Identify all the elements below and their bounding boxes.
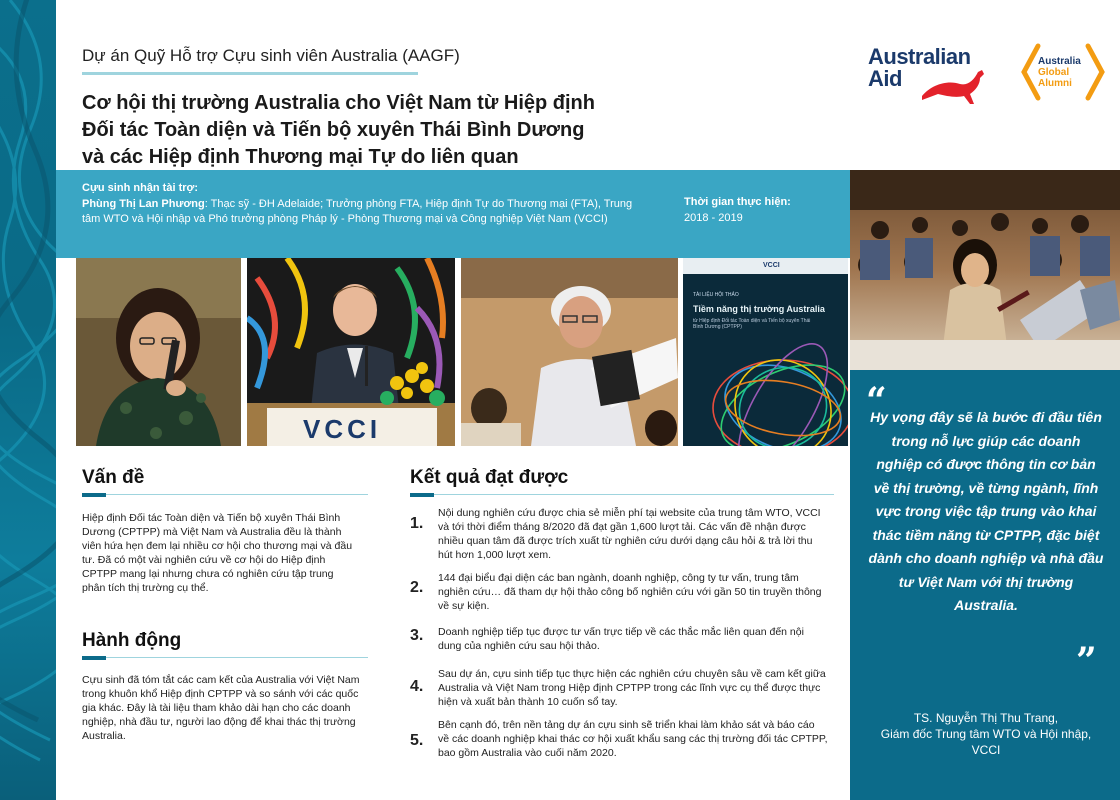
- result-text-5: Bên cạnh đó, trên nền tảng dự án cựu sinh sẽ triển khai làm khảo sát và báo cáo về các doanh nghiệp khai thác cơ hội xuất khẩu sang các thị trường đối tác CPTPP, bao gồm Australia vào cuối năm 2020.: [438, 719, 828, 759]
- quote-author: [870, 710, 1102, 758]
- grantee-details: : Thạc sỹ - ĐH Adelaide; Trưởng phòng FTA, Hiệp định Tự do Thương mại (FTA), Trung tâm WTO và Hội nhập và Phó trưởng phòng Pháp lý - Phòng Thương mại và Công nghiệp Việt Nam (VCCI): [82, 198, 633, 225]
- action-text: Cựu sinh đã tóm tắt các cam kết của Australia với Việt Nam trong khuôn khổ Hiệp định CPTPP và so sánh với các quốc gia khác. Đây là tài liệu tham khảo dài hạn cho các doanh nghiệp, nhà đầu tư, người lao động để khai thác thị trường Australia.: [82, 674, 360, 742]
- result-number-5: 5.: [410, 732, 424, 749]
- quote-author-name: TS. Nguyễn Thị Thu Trang,: [913, 711, 1059, 725]
- cover-globe-graphic: [683, 258, 848, 446]
- grantee-name: Phùng Thị Lan Phương: [82, 198, 205, 210]
- result-number-4: 4.: [410, 678, 424, 695]
- result-text-4: Sau dự án, cựu sinh tiếp tục thực hiện các nghiên cứu chuyên sâu về cam kết giữa Australia và Việt Nam trong Hiệp định CPTPP trong các lĩnh vực cụ thể được thực hiện và xuất bản thành 10 cuốn sổ tay.: [438, 668, 826, 708]
- australia-global-alumni-logo: [1018, 42, 1108, 102]
- aid-logo-line-1: Australian: [868, 44, 971, 69]
- timeframe-value: 2018 - 2019: [684, 212, 743, 224]
- conference-audience-photo: [850, 170, 1120, 370]
- result-text-3: Doanh nghiệp tiếp tục được tư vấn trực tiếp về các thắc mắc liên quan đến nội dung của nghiên cứu sau hội thảo.: [438, 626, 804, 652]
- alumni-logo-line-2: Global: [1038, 67, 1070, 78]
- problem-heading: Vấn đề: [82, 467, 145, 488]
- cover-org-logo: VCCI: [763, 262, 780, 269]
- action-heading-bar: [82, 656, 106, 660]
- header-divider: [82, 72, 418, 75]
- result-number-1: 1.: [410, 515, 424, 532]
- participant-question-photo: [461, 258, 678, 446]
- action-heading-line: [106, 657, 368, 658]
- result-text-1: Nội dung nghiên cứu được chia sẻ miễn phí tại website của trung tâm WTO, VCCI và tới thời điểm tháng 8/2020 đã đạt gần 1,600 lượt tải. Các vấn đề nhận được nhiều quan tâm đã được trích xuất từ nghiên cứu dưới dạng câu hỏi & trả lời thu hút hơn 1,000 lượt xem.: [438, 507, 821, 561]
- results-heading-bar: [410, 493, 434, 497]
- title-line-2: Đối tác Toàn diện và Tiến bộ xuyên Thái Bình Dương: [82, 119, 585, 141]
- cover-subtitle: từ Hiệp định Đối tác Toàn diện và Tiến bộ xuyên Thái Bình Dương (CPTPP): [693, 318, 811, 330]
- timeframe-label: Thời gian thực hiện:: [684, 196, 791, 208]
- result-number-3: 3.: [410, 627, 424, 644]
- result-number-2: 2.: [410, 579, 424, 596]
- results-heading: Kết quả đạt được: [410, 467, 569, 488]
- speaker-podium-photo: [247, 258, 455, 446]
- problem-heading-line: [106, 494, 368, 495]
- result-text-2: 144 đại biểu đại diện các ban ngành, doanh nghiệp, công ty tư vấn, trung tâm nghiên cứu… đã tham dự hội thảo công bố nghiên cứu với gần 50 tin truyền thông về sự kiện.: [438, 572, 822, 612]
- alumni-logo-line-1: Australia: [1038, 56, 1081, 67]
- report-cover-photo: [683, 258, 848, 446]
- quote-open-mark: “: [866, 380, 887, 422]
- stripe-pattern-graphic: [0, 0, 56, 800]
- results-heading-line: [434, 494, 834, 495]
- australian-aid-logo: [868, 46, 998, 106]
- alumni-logo-text: [1038, 56, 1081, 89]
- podium-logo-text: VCCI: [303, 414, 382, 444]
- problem-text: Hiệp định Đối tác Toàn diện và Tiến bộ xuyên Thái Bình Dương (CPTPP) mà Việt Nam và Australia đều là thành viên hứa hẹn đem lại nhiều cơ hội cho thương mại và đầu tư. Đã có một vài nghiên cứu về cơ hội do Hiệp định CPTPP mang lại nhưng chưa có nghiên cứu tập trung phân tích thị trường cụ thể.: [82, 512, 353, 594]
- grantee-label: Cựu sinh nhận tài trợ:: [82, 182, 199, 194]
- title-line-3: và các Hiệp định Thương mại Tự do liên quan: [82, 146, 519, 168]
- quote-close-mark: ”: [1076, 640, 1097, 682]
- kangaroo-icon: [918, 66, 992, 106]
- cover-title: Tiềm năng thị trường Australia: [693, 304, 825, 314]
- problem-heading-bar: [82, 493, 106, 497]
- aid-logo-line-2: Aid: [868, 66, 902, 91]
- action-heading: Hành động: [82, 630, 182, 651]
- project-name: Dự án Quỹ Hỗ trợ Cựu sinh viên Australia (AAGF): [82, 46, 460, 65]
- grantee-info-band: [56, 170, 850, 258]
- quote-author-role: Giám đốc Trung tâm WTO và Hội nhập, VCCI: [880, 727, 1092, 757]
- title-line-1: Cơ hội thị trường Australia cho Việt Nam từ Hiệp định: [82, 92, 595, 114]
- cover-small-label: TÀI LIỆU HỘI THẢO: [693, 292, 739, 298]
- alumni-logo-line-3: Alumni: [1038, 78, 1072, 89]
- left-decorative-stripe: [0, 0, 56, 800]
- quote-text: Hy vọng đây sẽ là bước đi đầu tiên trong nỗ lực giúp các doanh nghiệp có được thông tin cơ bản về thị trường, về từng ngành, lĩnh vực trong việc tập trung vào khai thác tiềm năng từ CPTPP, đặc biệt dành cho doanh nghiệp và nhà đầu tư Việt Nam với thị trường Australia.: [868, 409, 1104, 613]
- page-title: [82, 90, 682, 171]
- grantee-speaking-photo: [76, 258, 241, 446]
- grantee-description: [82, 197, 642, 227]
